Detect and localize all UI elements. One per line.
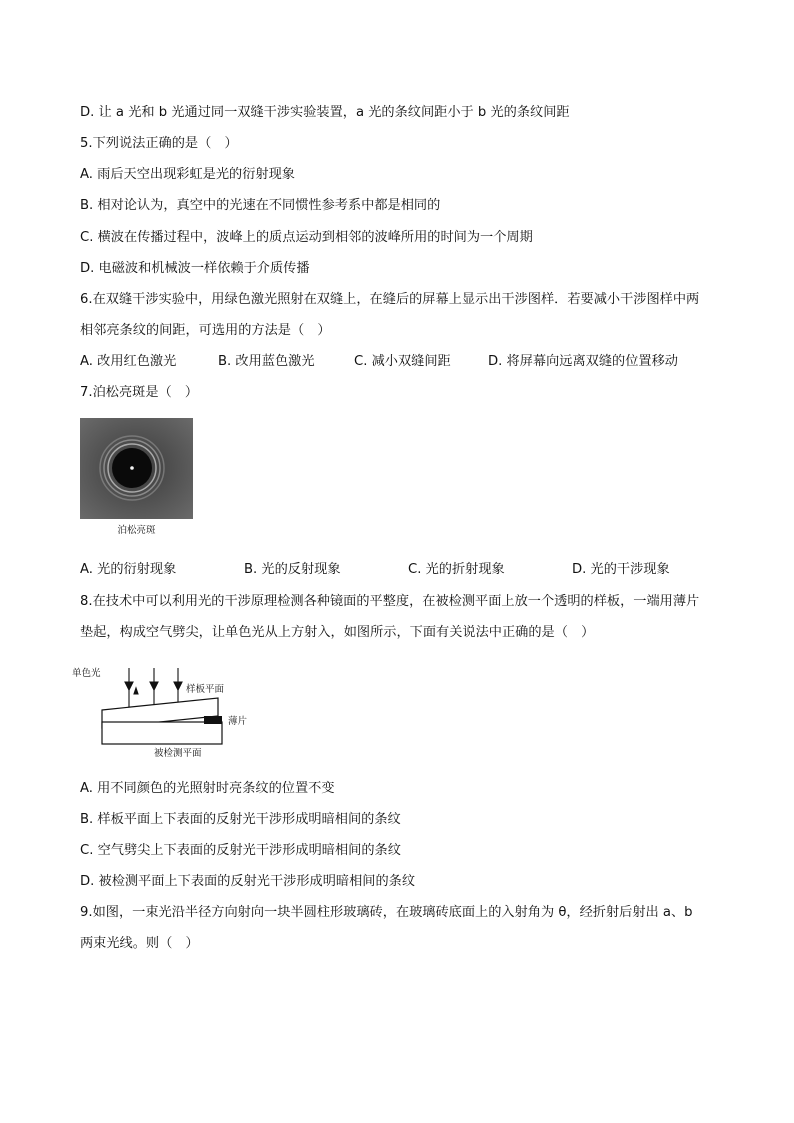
q9-stem-line2: 两束光线。则（ ） xyxy=(80,936,199,951)
q7-option-a: A. 光的衍射现象 xyxy=(80,562,177,577)
q6-option-a: A. 改用红色激光 xyxy=(80,354,177,369)
q8-stem-line1: 8.在技术中可以利用光的干涉原理检测各种镜面的平整度，在被检测平面上放一个透明的样板，一端用薄片 xyxy=(80,594,700,609)
q6-stem-line1: 6.在双缝干涉实验中，用绿色激光照射在双缝上，在缝后的屏幕上显示出干涉图样．若要减小干涉图样中两 xyxy=(80,292,700,307)
q5-option-a: A. 雨后天空出现彩虹是光的衍射现象 xyxy=(80,167,295,182)
q8-option-d: D. 被检测平面上下表面的反射光干涉形成明暗相间的条纹 xyxy=(80,874,416,889)
q8-option-a: A. 用不同颜色的光照射时亮条纹的位置不变 xyxy=(80,781,335,796)
q6-option-d: D. 将屏幕向远离双缝的位置移动 xyxy=(488,354,678,369)
q9-stem-line1: 9.如图，一束光沿半径方向射向一块半圆柱形玻璃砖，在玻璃砖底面上的入射角为 θ，经折射后射出 a、b xyxy=(80,905,693,920)
label-tested-plane: 被检测平面 xyxy=(154,748,202,759)
q5-option-b: B. 相对论认为，真空中的光速在不同惯性参考系中都是相同的 xyxy=(80,198,441,213)
label-sample-plane: 样板平面 xyxy=(186,684,225,695)
q6-option-c: C. 减小双缝间距 xyxy=(354,354,451,369)
q7-option-d: D. 光的干涉现象 xyxy=(572,562,670,577)
q8-option-c: C. 空气劈尖上下表面的反射光干涉形成明暗相间的条纹 xyxy=(80,843,401,858)
poisson-caption: 泊松亮斑 xyxy=(117,525,156,536)
label-monochromatic-light: 单色光 xyxy=(72,668,101,679)
q6-stem-line2: 相邻亮条纹的间距，可选用的方法是（ ） xyxy=(80,323,331,338)
q8-option-b: B. 样板平面上下表面的反射光干涉形成明暗相间的条纹 xyxy=(80,812,401,827)
q6-option-b: B. 改用蓝色激光 xyxy=(218,354,315,369)
q4-option-d: D. 让 a 光和 b 光通过同一双缝干涉实验装置，a 光的条纹间距小于 b 光的条纹间距 xyxy=(80,105,570,120)
q8-stem-line2: 垫起，构成空气劈尖，让单色光从上方射入，如图所示，下面有关说法中正确的是（ ） xyxy=(80,625,595,640)
q5-stem: 5.下列说法正确的是（ ） xyxy=(80,136,238,151)
q7-option-b: B. 光的反射现象 xyxy=(244,562,341,577)
air-wedge-diagram xyxy=(70,660,260,760)
poisson-spot-image xyxy=(80,418,193,519)
q7-option-c: C. 光的折射现象 xyxy=(408,562,505,577)
q5-option-c: C. 横波在传播过程中，波峰上的质点运动到相邻的波峰所用的时间为一个周期 xyxy=(80,230,533,245)
q5-option-d: D. 电磁波和机械波一样依赖于介质传播 xyxy=(80,261,310,276)
label-thin-sheet: 薄片 xyxy=(228,716,248,727)
q7-stem: 7.泊松亮斑是（ ） xyxy=(80,385,199,400)
